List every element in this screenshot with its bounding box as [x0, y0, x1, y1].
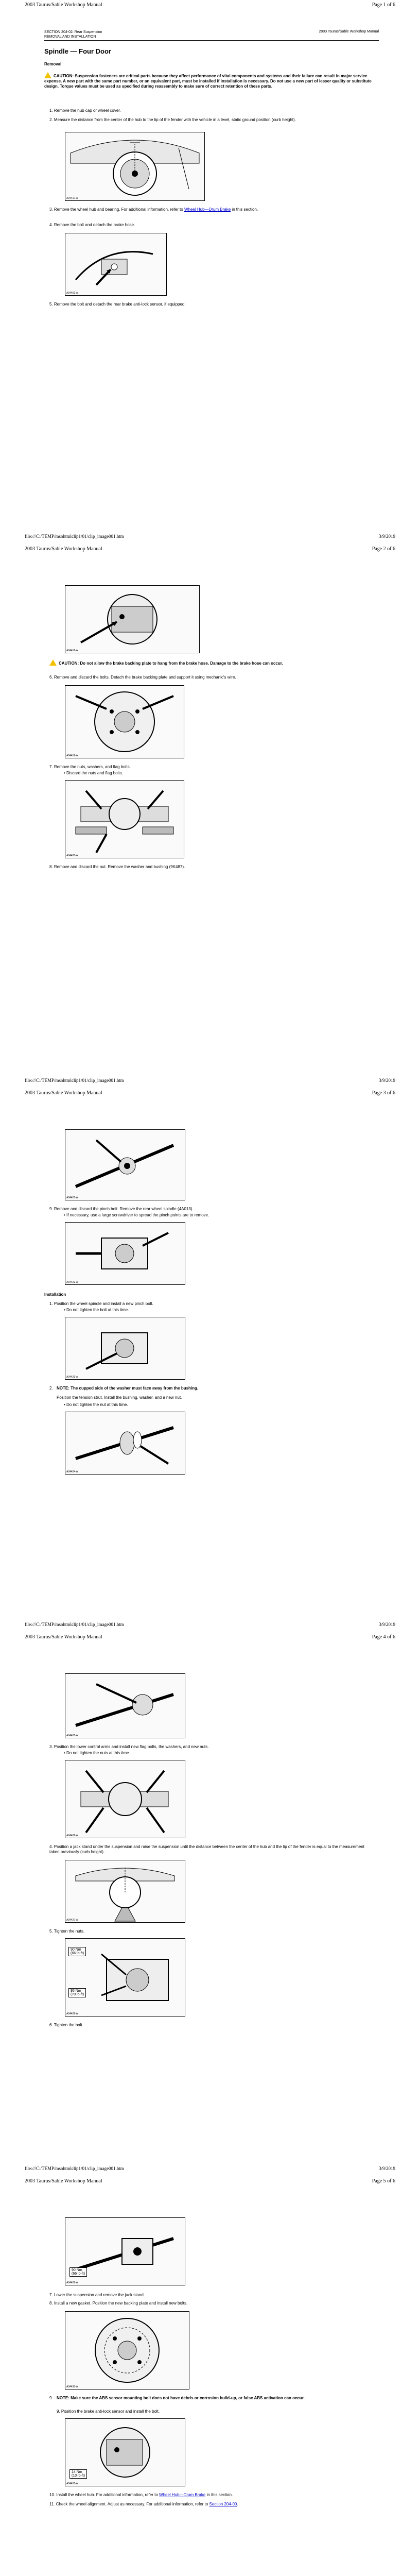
install-step-5: 5. Tighten the nuts. — [49, 1929, 85, 1934]
removal-step-7: 7. Remove the nuts, washers, and flag bolts. — [49, 765, 131, 769]
removal-step-7-bullet: • Discard the nuts and flag bolts. — [64, 771, 123, 775]
figure-torque-nuts: 90 Nm (66 lb-ft) 95 Nm (70 lb-ft) A04428-A — [65, 1938, 185, 2016]
warning-block: CAUTION: Suspension fasteners are critical parts because they affect performance of vital components and systems and their failure can result in major service expense. A new part with the same part number, or an equivalent part, must be installed if installation is necessary. Do not use a new part of lesser quality or substitute design. Torque values must be used as specified during reassembly to make sure of correct retention of these parts. — [44, 72, 374, 89]
removal-step-2: 2. Measure the distance from the center of the hub to the lip of the fender with the vehicle in a level, static ground position (curb height). — [49, 117, 296, 122]
section-204-00-link[interactable]: Section 204-00 — [209, 2502, 237, 2506]
figure-backing-plate: A04419-A — [65, 685, 184, 758]
removal-step-4: 4. Remove the bolt and detach the brake hose. — [49, 223, 135, 227]
section-manual: 2003 Taurus/Sable Workshop Manual — [319, 30, 379, 33]
removal-heading: Removal — [44, 62, 62, 66]
install-step-2-bullet: • Do not tighten the nut at this time. — [64, 1402, 128, 1407]
page-1 — [0, 0, 420, 544]
warning-icon — [49, 659, 57, 666]
figure-brake-hose: A04401-A — [65, 233, 167, 296]
page-header-title: 2003 Taurus/Sable Workshop Manual — [25, 2, 102, 8]
footer-path: file:///C:/TEMP/msohtmlclip1/01/clip_image001.htm — [25, 534, 124, 539]
page-4 — [0, 1632, 420, 2176]
install-step-9: 9. NOTE: Make sure the ABS sensor mounting bolt does not have debris or corrosion build-up, or false ABS activation can occur. — [49, 2396, 305, 2400]
page-number: Page 3 of 6 — [372, 1090, 395, 1096]
page-number: Page 2 of 6 — [372, 546, 395, 552]
install-step-3-bullet: • Do not tighten the nuts at this time. — [64, 1751, 130, 1755]
install-step-4: 4. Position a jack stand under the suspension and raise the suspension until the distance between the center of the hub and the lip of the fender is equal to the measurement taken previously (curb height). — [49, 1844, 364, 1854]
figure-pinch-bolt: A04422-A — [65, 1222, 185, 1285]
footer-path: file:///C:/TEMP/msohtmlclip1/01/clip_image001.htm — [25, 2166, 124, 2171]
page-number: Page 1 of 6 — [372, 2, 395, 8]
install-step-11: 11. Check the wheel alignment. Adjust as necessary. For additional information, refer to Section 204-00. — [49, 2502, 238, 2506]
install-step-6: 6. Tighten the bolt. — [49, 2023, 83, 2027]
removal-step-8: 8. Remove and discard the nut. Remove the washer and bushing (9K487). — [49, 865, 185, 869]
figure-abs-sensor: A04418-A — [65, 585, 200, 653]
install-step-2-text: Position the tension strut. Install the bushing, washer, and a new nut. — [57, 1395, 182, 1400]
figure-install-flag-bolts: A04426-A — [65, 1760, 185, 1838]
caution-backing-plate: CAUTION: Do not allow the brake backing plate to hang from the brake hose. Damage to the brake hose can occur. — [49, 659, 358, 666]
figure-wheel-measure: A04417-A — [65, 132, 205, 201]
page-3 — [0, 1088, 420, 1632]
removal-step-5: 5. Remove the bolt and detach the rear brake anti-lock sensor, if equipped. — [49, 302, 186, 307]
footer-date: 3/9/2019 — [378, 2166, 395, 2171]
figure-install-abs-sensor: 14 Nm (10 lb-ft) A04431-A — [65, 2418, 185, 2486]
figure-new-backing-plate: A04430-A — [65, 2311, 189, 2389]
footer-path: file:///C:/TEMP/msohtmlclip1/01/clip_image001.htm — [25, 1078, 124, 1083]
removal-step-3: 3. Remove the wheel hub and bearing. For additional information, refer to Wheel Hub—Drum Brake in this section. — [49, 207, 258, 212]
figure-control-arm: A04425-A — [65, 1673, 185, 1738]
install-step-10: 10. Install the wheel hub. For additional information, refer to Wheel Hub—Drum Brake in this section. — [49, 2493, 233, 2497]
page-number: Page 4 of 6 — [372, 1634, 395, 1640]
torque-callout-3: 90 Nm (66 lb-ft) — [69, 2267, 87, 2277]
removal-step-6: 6. Remove and discard the bolts. Detach the brake backing plate and support it using mechanic's wire. — [49, 675, 236, 680]
section-heading: SECTION 204-02: Rear Suspension REMOVAL AND INSTALLATION — [44, 30, 102, 39]
torque-callout-2: 95 Nm (70 lb-ft) — [68, 1988, 86, 1997]
torque-callout-1: 90 Nm (66 lb-ft) — [68, 1947, 86, 1956]
figure-jack-stand: A04427-A — [65, 1860, 185, 1923]
install-step-1: 1. Position the wheel spindle and install a new pinch bolt. — [49, 1301, 153, 1306]
wheel-hub-link[interactable]: Wheel Hub—Drum Brake — [159, 2493, 206, 2497]
removal-step-1: 1. Remove the hub cap or wheel cover. — [49, 108, 121, 113]
divider — [44, 40, 379, 41]
page-header-title: 2003 Taurus/Sable Workshop Manual — [25, 2178, 102, 2184]
page-header-title: 2003 Taurus/Sable Workshop Manual — [25, 1634, 102, 1640]
install-step-2: 2. NOTE: The cupped side of the washer must face away from the bushing. — [49, 1386, 199, 1391]
install-step-9-text: 9. Position the brake anti-lock sensor and install the bolt. — [57, 2409, 160, 2414]
figure-torque-bolt: 90 Nm (66 lb-ft) A04429-A — [65, 2217, 185, 2285]
removal-step-9: 9. Remove and discard the pinch bolt. Remove the rear wheel spindle (4A013). — [49, 1207, 194, 1211]
page-2 — [0, 544, 420, 1088]
page-number: Page 5 of 6 — [372, 2178, 395, 2184]
footer-date: 3/9/2019 — [378, 1078, 395, 1083]
removal-step-9-bullet: • If necessary, use a large screwdriver to spread the pinch points are to remove. — [64, 1213, 209, 1217]
page-header-title: 2003 Taurus/Sable Workshop Manual — [25, 546, 102, 552]
install-step-3: 3. Position the lower control arms and install new flag bolts, the washers, and new nuts. — [49, 1744, 209, 1749]
figure-flag-bolts: A04420-A — [65, 780, 184, 858]
install-step-8: 8. Install a new gasket. Position the new backing plate and install new bolts. — [49, 2301, 188, 2306]
figure-tension-strut: A04421-A — [65, 1129, 185, 1200]
page-title: Spindle — Four Door — [44, 47, 111, 55]
figure-install-pinch-bolt: A04423-A — [65, 1317, 185, 1380]
install-step-1-bullet: • Do not tighten the bolt at this time. — [64, 1308, 129, 1312]
page-5 — [0, 2176, 420, 2576]
torque-callout-4: 14 Nm (10 lb-ft) — [69, 2469, 87, 2479]
page-header-title: 2003 Taurus/Sable Workshop Manual — [25, 1090, 102, 1096]
footer-date: 3/9/2019 — [378, 1622, 395, 1627]
install-step-7: 7. Lower the suspension and remove the jack stand. — [49, 2293, 145, 2297]
figure-bushing: A04424-A — [65, 1412, 185, 1475]
footer-date: 3/9/2019 — [378, 534, 395, 539]
wheel-hub-link[interactable]: Wheel Hub—Drum Brake — [184, 207, 231, 212]
warning-icon — [44, 72, 51, 78]
footer-path: file:///C:/TEMP/msohtmlclip1/01/clip_image001.htm — [25, 1622, 124, 1627]
installation-heading: Installation — [44, 1292, 66, 1297]
